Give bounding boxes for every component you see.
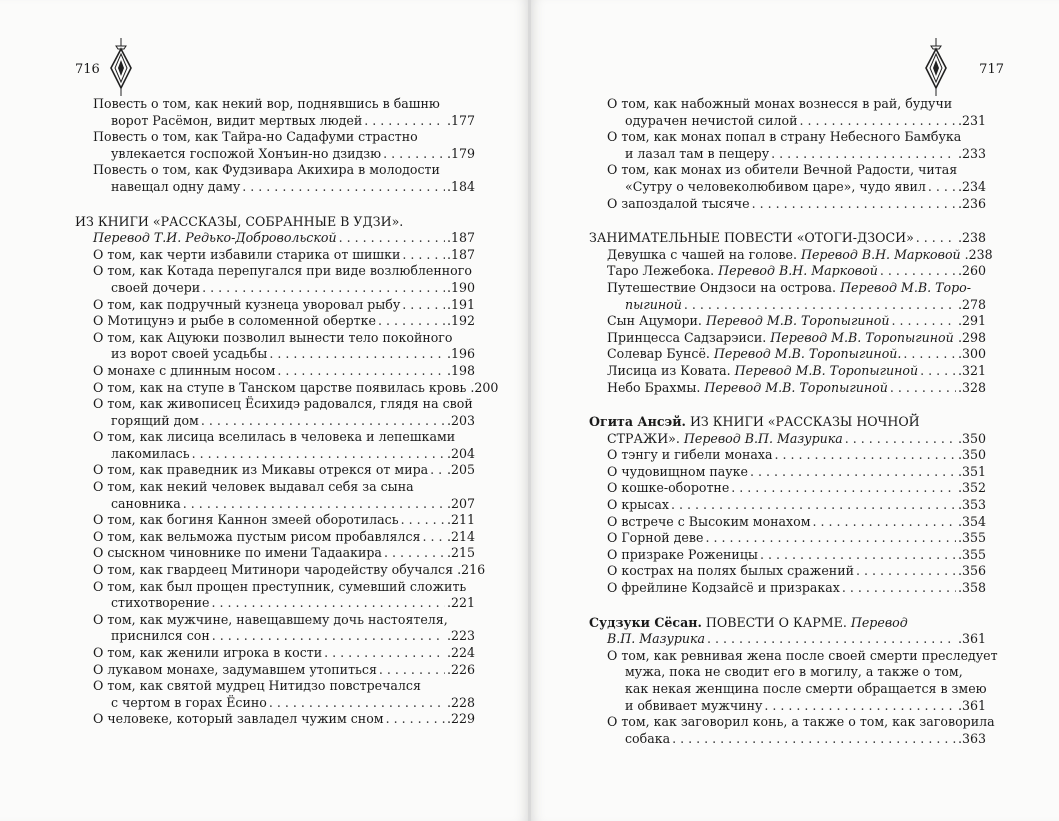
toc-entry <box>589 246 993 264</box>
toc-entry-line: Повесть о том, как Фудзивара Акихира в молодости <box>93 162 440 178</box>
leader-dots <box>771 146 956 163</box>
toc-entry-line: Таро Лежебока. Перевод В.Н. Марковой . . . .260 <box>589 263 986 280</box>
toc-entry-line: О том, как некий человек выдавал себя за сына <box>93 479 414 495</box>
toc-entry-line: О том, как мужчине, навещавшему дочь настоятеля, <box>93 611 448 627</box>
toc-entry-line: Повесть о том, как Тайра-но Садафуми страстно <box>93 129 418 145</box>
suzuki-title-line: Судзуки Сёсан. ПОВЕСТИ О КАРМЕ. Перевод <box>589 614 908 630</box>
page-number: 717 <box>979 62 1004 77</box>
toc-entry-line: О том, как вельможа пустым рисом пробавлялся . . . .214 <box>75 529 475 546</box>
leader-dots <box>379 662 445 679</box>
leader-dots <box>192 446 445 463</box>
right-page <box>531 0 1059 821</box>
toc-entry-line: навещал одну даму . . . .184 <box>75 179 475 196</box>
leader-dots <box>903 346 956 363</box>
toc-entry-line: О лукавом монахе, задумавшем утопиться . . . .226 <box>75 662 475 679</box>
leader-dots <box>269 346 445 363</box>
toc-entry-line: О том, как был прощен преступник, сумевший сложить <box>93 578 467 594</box>
toc-entry-line: с чертом в горах Ёсино . . . .228 <box>75 695 475 712</box>
toc-entry <box>75 247 475 264</box>
toc-entry-line: О кошке-оборотне . . . .352 <box>589 480 986 497</box>
toc-entry-line: О том, как святой мудрец Нитидзо повстречался <box>93 678 421 694</box>
leader-dots <box>707 631 956 648</box>
leader-dots <box>856 563 956 580</box>
toc-entry-line: О призраке Роженицы . . . .355 <box>589 547 986 564</box>
toc-entry-line: собака . . . .363 <box>589 731 986 748</box>
toc-entry-line: О запоздалой тысяче . . . .236 <box>589 196 986 213</box>
toc-entry <box>75 579 475 612</box>
toc-entry-line: увлекается госпожой Хонъин-но дзидзю . . . .179 <box>75 146 475 163</box>
leader-dots <box>672 731 956 748</box>
toc-entry <box>75 297 475 314</box>
leader-dots <box>731 480 956 497</box>
toc-entry-line: О том, как праведник из Микавы отрекся от мира . . . .205 <box>75 462 475 479</box>
toc-entry <box>589 263 986 280</box>
leader-dots <box>684 297 956 314</box>
leader-dots <box>386 711 445 728</box>
section-title: ИЗ КНИГИ «РАССКАЗЫ, СОБРАННЫЕ В УДЗИ». <box>75 213 404 229</box>
toc-entry-line: О человеке, который завладел чужим сном . . . .229 <box>75 711 475 728</box>
toc-entry-line: горящий дом . . . .203 <box>75 413 475 430</box>
toc-entry-line: О том, как богиня Каннон змеей оборотилась . . . .211 <box>75 512 475 529</box>
toc-entry-line: О фрейлине Кодзайсё и призраках . . . .358 <box>589 580 986 597</box>
toc-entry-line: О том, как монах попал в страну Небесного Бамбука <box>607 129 962 145</box>
leader-dots <box>242 179 445 196</box>
toc-entry-line: О том, как подручный кузнеца уворовал рыбу . . . .191 <box>75 297 475 314</box>
toc-entry <box>75 96 475 129</box>
left-page <box>0 0 528 821</box>
toc-entry-line: Сын Ацумори. Перевод М.В. Торопыгиной . . . .291 <box>589 313 986 330</box>
toc-entry-line: стихотворение . . . .221 <box>75 595 475 612</box>
leader-dots <box>324 645 445 662</box>
toc-entry-line: приснился сон . . . .223 <box>75 628 475 645</box>
toc-entry-line: как некая женщина после смерти обращается в змею <box>625 681 987 696</box>
leader-dots <box>384 545 445 562</box>
toc-entry-line: Небо Брахмы. Перевод М.В. Торопыгиной . . . .328 <box>589 380 986 397</box>
leader-dots <box>183 496 445 513</box>
toc-entry-line: «Сутру о человеколюбивом царе», чудо явил . . . .234 <box>589 179 986 196</box>
ogita-translator-line: СТРАЖИ». Перевод В.П. Мазурика . . . .350 <box>589 431 986 448</box>
toc-entry-line: О том, как Котада перепугался при виде возлюбленного <box>93 263 472 279</box>
leader-dots <box>423 529 445 546</box>
toc-entry-line: пыгиной . . . .278 <box>589 297 986 314</box>
toc-entry <box>75 129 475 162</box>
leader-dots <box>750 464 956 481</box>
toc-entry-line: О том, как ревнивая жена после своей смерти преследует <box>607 647 998 663</box>
toc-entry <box>75 711 475 728</box>
toc-entry-line: О монахе с длинным носом . . . .198 <box>75 363 475 380</box>
toc-entry-line: О кострах на полях былых сражений . . . .356 <box>589 563 986 580</box>
toc-entry <box>589 647 998 714</box>
toc-entry-line: О том, как заговорил конь, а также о том, как заговорила <box>607 714 995 730</box>
toc-entry-line: своей дочери . . . .190 <box>75 280 475 297</box>
leader-dots <box>813 514 956 531</box>
toc-entry <box>75 662 475 679</box>
leader-dots <box>845 431 956 448</box>
toc-entry-line: О крысах . . . .353 <box>589 497 986 514</box>
toc-entry-line: Солевар Бунсё. Перевод М.В. Торопыгиной. . . . .300 <box>589 346 986 363</box>
page-number: 716 <box>75 62 100 77</box>
toc-entry-line: сановника . . . .207 <box>75 496 475 513</box>
leader-dots <box>928 179 956 196</box>
leader-dots <box>201 413 445 430</box>
leader-dots <box>880 263 956 280</box>
toc-entry-line: Путешествие Ондзоси на острова. Перевод М.В. Торо- <box>607 279 971 295</box>
leader-dots <box>752 196 956 213</box>
toc-entry-line: Девушка с чашей на голове. Перевод В.Н. Марковой .238 <box>607 246 993 262</box>
toc-entry <box>75 512 475 529</box>
leader-dots <box>402 247 445 264</box>
toc-entry-line: О том, как лисица вселилась в человека и лепешками <box>93 429 456 445</box>
leader-dots <box>212 595 445 612</box>
toc-entry-line: О тэнгу и гибели монаха . . . .350 <box>589 447 986 464</box>
lantern-ornament-icon <box>923 38 949 96</box>
toc-entry <box>589 714 995 747</box>
toc-entry-line: Повесть о том, как некий вор, поднявшись в башню <box>93 96 440 111</box>
leader-dots <box>891 313 956 330</box>
leader-dots <box>916 230 956 247</box>
leader-dots <box>277 363 445 380</box>
section-translator-line: Перевод Т.И. Редько-Добровольской . . . .187 <box>75 230 475 247</box>
leader-dots <box>401 512 445 529</box>
toc-entry <box>75 645 475 662</box>
leader-dots <box>378 313 445 330</box>
toc-entry <box>75 545 475 562</box>
leader-dots <box>764 698 956 715</box>
toc-entry-line: О том, как гвардеец Митинори чародейству обучался .216 <box>93 562 486 578</box>
toc-entry <box>589 96 986 129</box>
toc-entry <box>589 280 986 313</box>
toc-entry-line: О том, как монах из обители Вечной Радости, читая <box>607 162 958 178</box>
toc-entry <box>75 263 475 296</box>
leader-dots <box>760 547 956 564</box>
toc-entry <box>75 678 475 711</box>
toc-entry <box>75 396 475 429</box>
toc-entry <box>589 313 986 330</box>
toc-entry-line: О встрече с Высоким монахом . . . .354 <box>589 514 986 531</box>
toc-entry <box>589 162 986 195</box>
toc-column-right <box>589 96 998 747</box>
leader-dots <box>364 113 445 130</box>
toc-entry-line: О том, как Ацуюки позволил вынести тело покойного <box>93 329 453 345</box>
toc-entry-line: лакомилась . . . .204 <box>75 446 475 463</box>
leader-dots <box>774 447 955 464</box>
toc-entry-line: О том, как на ступе в Танском царстве появилась кровь .200 <box>93 379 499 395</box>
toc-entry-line: О том, как женили игрока в кости . . . .224 <box>75 645 475 662</box>
toc-entry-line: и обвивает мужчину . . . .361 <box>589 698 986 715</box>
toc-entry-line: О том, как набожный монах вознесся в рай, будучи <box>607 96 953 111</box>
lantern-ornament-icon <box>108 38 134 96</box>
leader-dots <box>705 530 956 547</box>
toc-entry <box>75 479 475 512</box>
toc-entry <box>75 562 486 579</box>
toc-entry-line: мужа, пока не сводит его в могилу, а также о том, <box>625 664 963 680</box>
suzuki-translator-line: В.П. Мазурика . . . .361 <box>589 631 986 648</box>
toc-entry <box>75 363 475 380</box>
leader-dots <box>842 580 956 597</box>
toc-entry <box>75 462 475 479</box>
toc-entry <box>589 330 986 347</box>
toc-entry <box>75 429 475 462</box>
leader-dots <box>890 380 956 397</box>
toc-entry <box>589 380 986 397</box>
leader-dots <box>339 230 445 247</box>
toc-entry-line: ворот Расёмон, видит мертвых людей . . . .177 <box>75 113 475 130</box>
leader-dots <box>383 146 445 163</box>
toc-entry <box>75 612 475 645</box>
leader-dots <box>430 462 445 479</box>
toc-entry-line: и лазал там в пещеру . . . .233 <box>589 146 986 163</box>
toc-entry <box>589 346 986 363</box>
toc-entry-line: О сыскном чиновнике по имени Тадаакира . . . .215 <box>75 545 475 562</box>
otogi-title-line: ЗАНИМАТЕЛЬНЫЕ ПОВЕСТИ «ОТОГИ-ДЗОСИ» . . . .238 <box>589 230 986 247</box>
toc-column-left <box>75 96 499 728</box>
toc-entry-line: О том, как живописец Ёсихидэ радовался, глядя на свой <box>93 396 473 412</box>
leader-dots <box>920 363 956 380</box>
toc-entry <box>75 162 475 195</box>
toc-entry-line: Лисица из Ковата. Перевод М.В. Торопыгиной . . . .321 <box>589 363 986 380</box>
toc-entry-line: О Мотицунэ и рыбе в соломенной обертке . . . .192 <box>75 313 475 330</box>
toc-entry <box>75 379 499 397</box>
toc-entry-line: одурачен нечистой силой . . . .231 <box>589 113 986 130</box>
toc-entry <box>75 529 475 546</box>
toc-entry <box>75 330 475 363</box>
toc-entry <box>589 129 986 162</box>
leader-dots <box>269 695 445 712</box>
ogita-title-line: Огита Ансэй. ИЗ КНИГИ «РАССКАЗЫ НОЧНОЙ <box>589 414 920 430</box>
leader-dots <box>799 113 955 130</box>
leader-dots <box>402 297 445 314</box>
leader-dots <box>671 497 956 514</box>
toc-entry <box>589 363 986 380</box>
toc-entry-line: О Горной деве . . . .355 <box>589 530 986 547</box>
toc-entry <box>75 313 475 330</box>
leader-dots <box>202 280 445 297</box>
leader-dots <box>212 628 445 645</box>
toc-entry-line: О том, как черти избавили старика от шишки . . . .187 <box>75 247 475 264</box>
toc-entry <box>589 196 986 213</box>
toc-entry-line: из ворот своей усадьбы . . . .196 <box>75 346 475 363</box>
toc-entry-line: Принцесса Садзарэиси. Перевод М.В. Торопыгиной . . . .298 <box>589 330 986 347</box>
toc-entry-line: О чудовищном пауке . . . .351 <box>589 464 986 481</box>
